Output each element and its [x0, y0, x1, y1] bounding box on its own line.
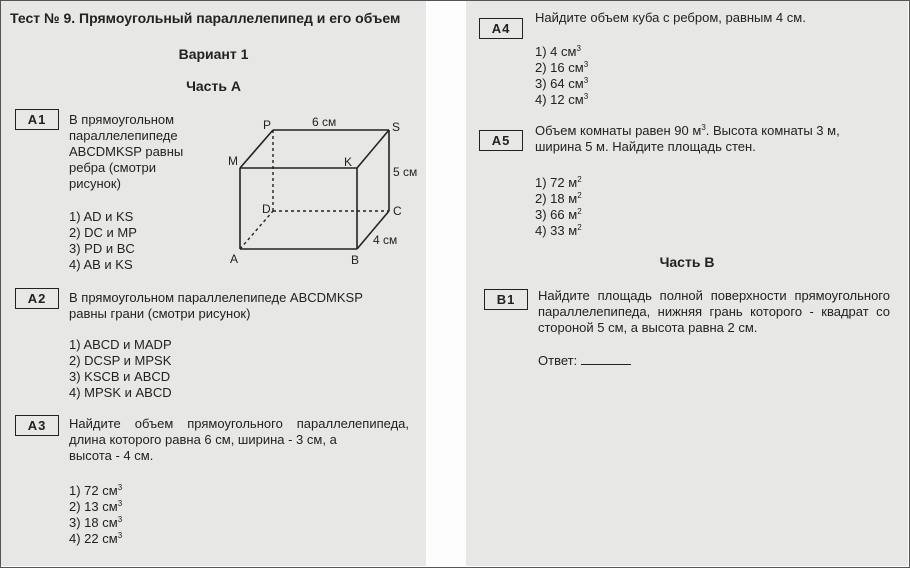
page-gutter: [426, 1, 466, 566]
a5-line: ширина 5 м. Найдите площадь стен.: [535, 139, 756, 154]
question-a3-options: [69, 483, 122, 547]
answer-option: 3) KSCB и ABCD: [69, 369, 171, 384]
question-a2-options: [69, 337, 172, 401]
variant-heading: Вариант 1: [178, 46, 249, 62]
edge-mp: [240, 130, 273, 168]
a1-line: параллелепипеде: [69, 128, 178, 143]
b1-line: Найдите площадь полной поверхности прямоугольного параллелепипеда, нижняя грань которого - квадрат со стороной 5 см, а высота равна 2 см.: [538, 288, 890, 335]
question-a5-text: [535, 123, 840, 155]
answer-option: 4) MPSK и ABCD: [69, 385, 172, 400]
question-a2-text: [69, 290, 363, 322]
question-a2-badge: А2: [15, 288, 59, 309]
left-page: [1, 1, 426, 566]
answer-option: 1) AD и KS: [69, 209, 134, 224]
vertex-label-k: K: [344, 155, 353, 169]
question-a3-text: [69, 416, 409, 464]
dimension-length: 6 см: [312, 115, 337, 129]
answer-option: 2) 16 $см^3$: [535, 60, 589, 75]
answer-option: 2) 13 $см^3$: [69, 499, 123, 514]
part-a-heading: Часть А: [186, 78, 241, 94]
question-a3-badge: А3: [15, 415, 59, 436]
a2-line: В прямоугольном параллелепипеде ABCDMKSP: [69, 290, 363, 305]
question-a4-badge: А4: [479, 18, 523, 39]
vertex-label-a: A: [230, 252, 239, 266]
answer-option: 1) 72 $см^3$: [69, 483, 123, 498]
vertex-label-b: B: [351, 253, 360, 267]
answer-option: 4) 33 $м^2$: [535, 223, 582, 238]
answer-option: 2) DC и MP: [69, 225, 137, 240]
vertex-label-c: C: [393, 204, 402, 218]
answer-option: 1) 4 $см^3$: [535, 44, 581, 59]
a1-line: ABCDMKSP равны: [69, 144, 184, 159]
answer-blank[interactable]: [581, 353, 631, 365]
answer-option: 3) 18 $см^3$: [69, 515, 123, 530]
question-a4-options: [535, 44, 588, 108]
a5-line: Объем комнаты равен 90 $м^3$. Высота комнаты 3 м,: [535, 123, 840, 138]
parallelepiped-figure: [223, 113, 423, 273]
vertex-label-p: P: [263, 118, 272, 132]
vertex-label-d: D: [262, 202, 271, 216]
answer-option: 3) PD и BC: [69, 241, 135, 256]
part-b-heading: Часть В: [659, 254, 715, 270]
question-a4-text: Найдите объем куба с ребром, равным 4 см.: [535, 10, 806, 25]
right-page: [466, 1, 908, 566]
question-a1-options: [69, 209, 137, 273]
test-title: Тест № 9. Прямоугольный параллелепипед и его объем: [10, 10, 401, 26]
a3-line: высота - 4 см.: [69, 448, 154, 463]
a1-line: В прямоугольном: [69, 112, 175, 127]
question-b1-text: [538, 288, 890, 336]
dimension-height: 5 см: [393, 165, 418, 179]
answer-option: 4) 12 $см^3$: [535, 92, 589, 107]
answer-label: Ответ:: [538, 353, 578, 368]
vertex-label-m: M: [228, 154, 238, 168]
answer-option: 1) ABCD и MADP: [69, 337, 172, 352]
question-b1-badge: В1: [484, 289, 528, 310]
vertex-label-s: S: [392, 120, 401, 134]
answer-option: 3) 66 $м^2$: [535, 207, 582, 222]
dimension-width: 4 см: [373, 233, 398, 247]
a2-line: равны грани (смотри рисунок): [69, 306, 251, 321]
hidden-edge-ad: [240, 211, 273, 249]
answer-line: [538, 353, 631, 369]
question-a5-badge: А5: [479, 130, 523, 151]
answer-option: 3) 64 $см^3$: [535, 76, 589, 91]
question-a1-text: [69, 112, 209, 192]
answer-option: 2) DCSP и MPSK: [69, 353, 172, 368]
a3-line: Найдите объем прямоугольного параллелепипеда, длина которого равна 6 см, ширина - 3 см, а: [69, 416, 409, 447]
edge-ks: [357, 130, 389, 168]
question-a5-options: [535, 175, 582, 239]
a1-line: ребра (смотри рисунок): [69, 160, 156, 191]
answer-option: 4) AB и KS: [69, 257, 133, 272]
answer-option: 1) 72 $м^2$: [535, 175, 582, 190]
question-a1-badge: А1: [15, 109, 59, 130]
answer-option: 4) 22 $см^3$: [69, 531, 123, 546]
answer-option: 2) 18 $м^2$: [535, 191, 582, 206]
